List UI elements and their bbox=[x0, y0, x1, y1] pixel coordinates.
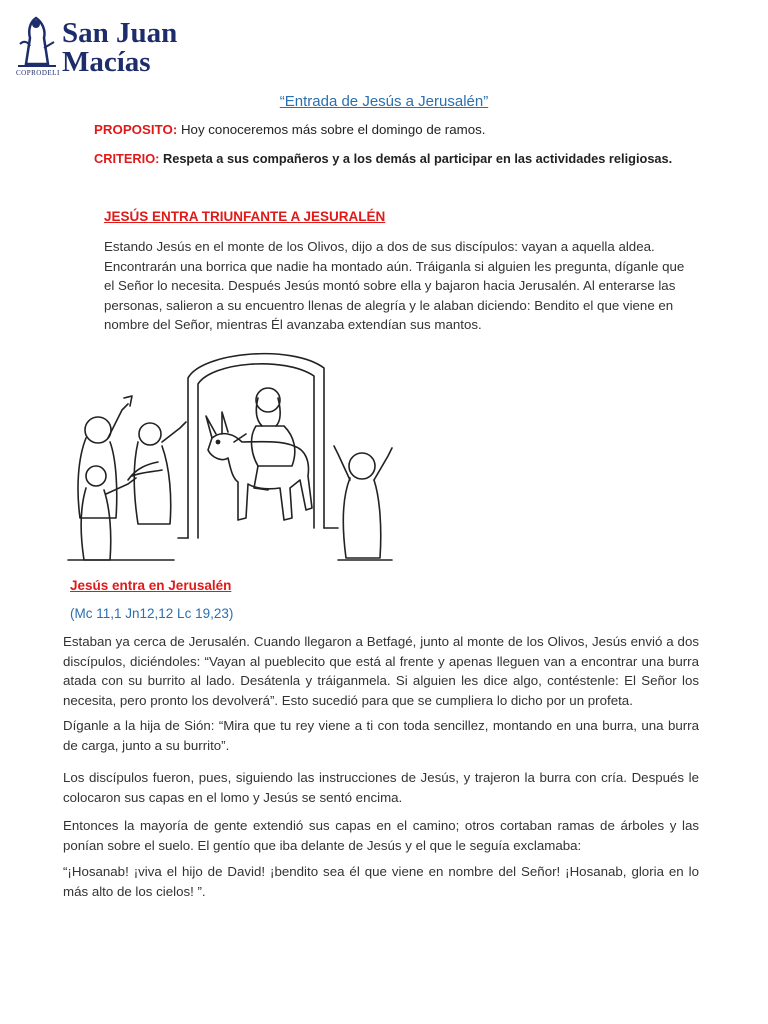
logo-text-line1: San Juan bbox=[62, 17, 178, 49]
page-title-text: “Entrada de Jesús a Jerusalén” bbox=[279, 93, 489, 110]
bible-reference: (Mc 11,1 Jn12,12 Lc 19,23) bbox=[70, 606, 234, 621]
section2-paragraph-4: Entonces la mayoría de gente extendió sus capas en el camino; otros cortaban ramas de árboles y las ponían sobre el suelo. El gentío que iba delante de Jesús y el que le seguía exclamaba: bbox=[63, 818, 699, 853]
criterio-label: CRITERIO: bbox=[94, 151, 160, 166]
section2-heading: Jesús entra en Jerusalén bbox=[70, 578, 232, 593]
section2-paragraph-3: Los discípulos fueron, pues, siguiendo las instrucciones de Jesús, y trajeron la burra con cría. Después le colocaron sus capas en el lomo y Jesús se sentó encima. bbox=[63, 770, 699, 805]
section2-paragraph-2: Díganle a la hija de Sión: “Mira que tu rey viene a ti con toda sencillez, montando en una burra, una burra de carga, junto a su burrito”. bbox=[63, 718, 699, 753]
criterio-line bbox=[94, 151, 672, 166]
logo-text-line2: Macías bbox=[62, 46, 151, 78]
logo-subtext: COPRODELI bbox=[16, 69, 60, 77]
proposito-label: PROPOSITO: bbox=[94, 122, 178, 137]
school-logo bbox=[14, 14, 178, 78]
page-title bbox=[0, 93, 768, 110]
proposito-line bbox=[94, 122, 485, 137]
section2-paragraph-5: “¡Hosanab! ¡viva el hijo de David! ¡bendito sea él que viene en nombre del Señor! ¡Hosanab, gloria en lo más alto de los cielos! ”. bbox=[63, 864, 699, 899]
proposito-text: Hoy conoceremos más sobre el domingo de ramos. bbox=[177, 122, 486, 137]
jesus-on-donkey-drawing-icon bbox=[62, 338, 422, 564]
section2-paragraph-1: Estaban ya cerca de Jerusalén. Cuando llegaron a Betfagé, junto al monte de los Olivos, Jesús envió a dos discípulos, diciéndoles: “Vayan al pueblecito que está al frente y apenas lleguen van a encontrar una burra atada con su burrito al lado. Desátenla y tráiganmela. Si alguien les dice algo, contéstenle: El Señor los necesita, pero pronto los devolverá”. Esto sucedió para que se cumpliera lo dicho por un profeta. bbox=[63, 634, 699, 708]
palm-sunday-illustration bbox=[62, 338, 422, 564]
saint-figure-logo-icon bbox=[14, 14, 60, 70]
section1-paragraph: Estando Jesús en el monte de los Olivos, dijo a dos de sus discípulos: vayan a aquella aldea. Encontrarán una borrica que nadie ha montado aún. Tráiganla si alguien les pregunta, díganle que el Señor lo necesita. Después Jesús montó sobre ella y bajaron hacia Jerusalén. Al enterarse las personas, salieron a su encuentro llenas de alegría y le alaban diciendo: Bendito el que viene en nombre del Señor, mientras Él avanzaba extendían sus mantos. bbox=[104, 239, 685, 332]
section1-heading: JESÚS ENTRA TRIUNFANTE A JESURALÉN bbox=[104, 209, 386, 224]
criterio-text: Respeta a sus compañeros y a los demás al participar en las actividades religiosas. bbox=[159, 151, 673, 166]
